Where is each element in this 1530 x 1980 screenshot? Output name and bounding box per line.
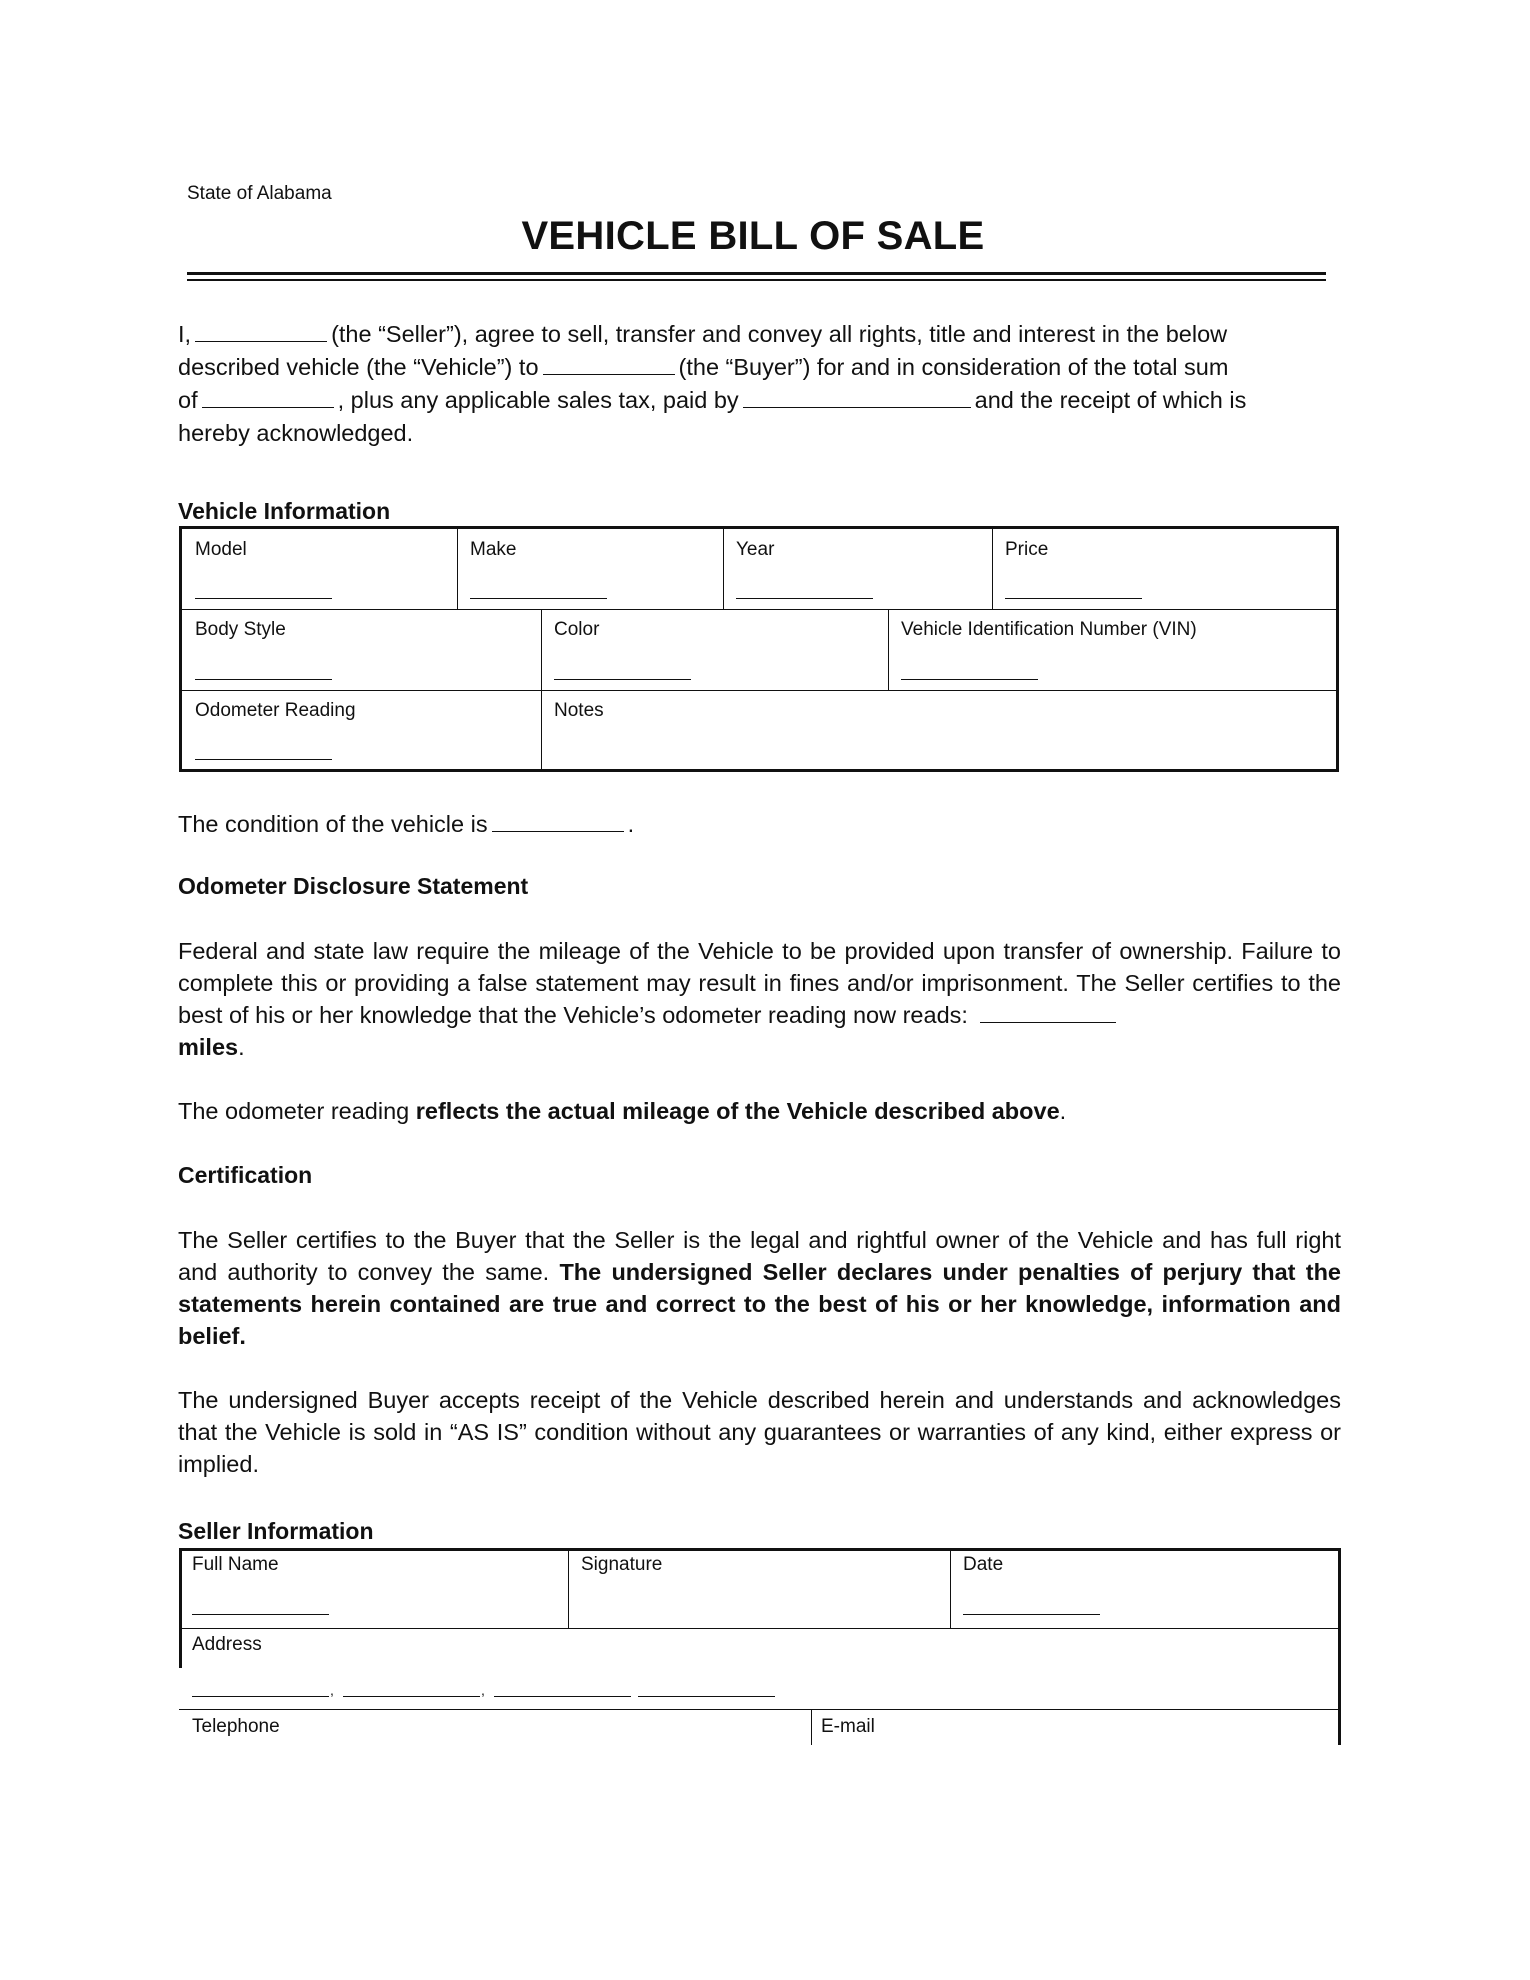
model-label: Model bbox=[195, 539, 247, 560]
intro-line-1 bbox=[178, 318, 1328, 351]
seller-full-name-field[interactable] bbox=[179, 1548, 568, 1628]
document-title: VEHICLE BILL OF SALE bbox=[521, 214, 985, 258]
sum-blank[interactable] bbox=[202, 385, 334, 408]
condition-line bbox=[178, 808, 634, 840]
intro-text: , plus any applicable sales tax, paid by bbox=[337, 387, 739, 413]
body-style-label: Body Style bbox=[195, 619, 286, 640]
date-label: Date bbox=[963, 1554, 1004, 1575]
intro-text: of bbox=[178, 387, 198, 413]
state-label: State of Alabama bbox=[187, 183, 332, 204]
buyer-acceptance-text: The undersigned Buyer accepts receipt of the Vehicle described herein and understands and acknowledges that the Vehicle is sold in “AS IS” condition without any guarantees or warranties of any kind, either express or implied. bbox=[178, 1387, 1341, 1477]
odometer-reflects-line bbox=[178, 1095, 1341, 1127]
odometer-disclosure-text: Federal and state law require the mileage of the Vehicle to be provided upon transfer of ownership. Failure to complete this or providing a false statement may result in fines and/or imprisonment. The Seller certifies to the best of his or her knowledge that the Vehicle’s odometer reading now reads: bbox=[178, 938, 1341, 1028]
make-field[interactable] bbox=[457, 529, 723, 609]
title-rule-bottom bbox=[187, 279, 1326, 281]
signature-label: Signature bbox=[581, 1554, 663, 1575]
intro-text: described vehicle (the “Vehicle”) to bbox=[178, 354, 539, 380]
notes-label: Notes bbox=[554, 700, 604, 721]
certification-bold-text: The undersigned Seller declares under penalties of perjury that the statements herein contained are true and correct to the best of his or her knowledge, information and belief. bbox=[178, 1259, 1341, 1349]
year-field[interactable] bbox=[723, 529, 992, 609]
full-name-label: Full Name bbox=[192, 1554, 279, 1575]
odometer-label: Odometer Reading bbox=[195, 700, 356, 721]
certification-paragraph-2 bbox=[178, 1384, 1341, 1480]
condition-text: The condition of the vehicle is bbox=[178, 811, 488, 837]
intro-text: hereby acknowledged. bbox=[178, 420, 414, 446]
seller-info-table bbox=[179, 1548, 1341, 1745]
intro-line-4 bbox=[178, 417, 1328, 450]
reflects-text: The odometer reading bbox=[178, 1098, 410, 1124]
seller-name-blank[interactable] bbox=[195, 319, 327, 342]
seller-email-field[interactable] bbox=[811, 1709, 1338, 1745]
address-comma-2: , bbox=[481, 1682, 485, 1698]
seller-telephone-field[interactable] bbox=[179, 1709, 811, 1745]
title-rule-top bbox=[187, 272, 1326, 275]
odometer-miles-blank[interactable] bbox=[980, 1000, 1116, 1023]
seller-signature-field[interactable] bbox=[568, 1548, 950, 1628]
intro-line-2 bbox=[178, 351, 1328, 384]
intro-text: and the receipt of which is bbox=[974, 387, 1247, 413]
intro-text: (the “Buyer”) for and in consideration of the total sum bbox=[678, 354, 1229, 380]
intro-paragraph bbox=[178, 318, 1328, 450]
price-field[interactable] bbox=[992, 529, 1336, 609]
body-style-field[interactable] bbox=[182, 609, 541, 690]
email-label: E-mail bbox=[821, 1716, 875, 1737]
address-label: Address bbox=[192, 1634, 262, 1655]
vehicle-info-table bbox=[179, 526, 1339, 772]
intro-text: (the “Seller”), agree to sell, transfer and convey all rights, title and interest in the below bbox=[331, 321, 1228, 347]
make-label: Make bbox=[470, 539, 517, 560]
seller-date-field[interactable] bbox=[950, 1548, 1338, 1628]
notes-field[interactable] bbox=[541, 690, 1336, 769]
odometer-field[interactable] bbox=[182, 690, 541, 769]
model-field[interactable] bbox=[182, 529, 457, 609]
payment-method-blank[interactable] bbox=[743, 385, 971, 408]
certification-paragraph-1 bbox=[178, 1224, 1341, 1352]
telephone-label: Telephone bbox=[192, 1716, 280, 1737]
intro-line-3 bbox=[178, 384, 1328, 417]
year-label: Year bbox=[736, 539, 775, 560]
certification-text: The Seller certifies to the Buyer that the Seller is the legal and rightful owner of the Vehicle and has full right and authority to convey the same. bbox=[178, 1227, 1341, 1285]
vehicle-info-heading: Vehicle Information bbox=[178, 498, 391, 524]
seller-info-heading: Seller Information bbox=[178, 1518, 374, 1544]
vin-label: Vehicle Identification Number (VIN) bbox=[901, 619, 1197, 640]
vin-field[interactable] bbox=[888, 609, 1336, 690]
odometer-disclosure-paragraph bbox=[178, 935, 1341, 1063]
odometer-disclosure-heading: Odometer Disclosure Statement bbox=[178, 873, 529, 899]
reflects-bold-text: reflects the actual mileage of the Vehicle described above bbox=[415, 1098, 1060, 1124]
intro-text: I, bbox=[178, 321, 192, 347]
color-label: Color bbox=[554, 619, 600, 640]
buyer-name-blank[interactable] bbox=[543, 352, 675, 375]
address-comma-1: , bbox=[330, 1682, 334, 1698]
certification-heading: Certification bbox=[178, 1162, 313, 1188]
price-label: Price bbox=[1005, 539, 1049, 560]
condition-blank[interactable] bbox=[492, 809, 624, 832]
reflects-period: . bbox=[1059, 1098, 1067, 1124]
miles-label: miles bbox=[178, 1034, 239, 1060]
condition-period: . bbox=[627, 811, 635, 837]
miles-period: . bbox=[238, 1034, 245, 1060]
color-field[interactable] bbox=[541, 609, 888, 690]
